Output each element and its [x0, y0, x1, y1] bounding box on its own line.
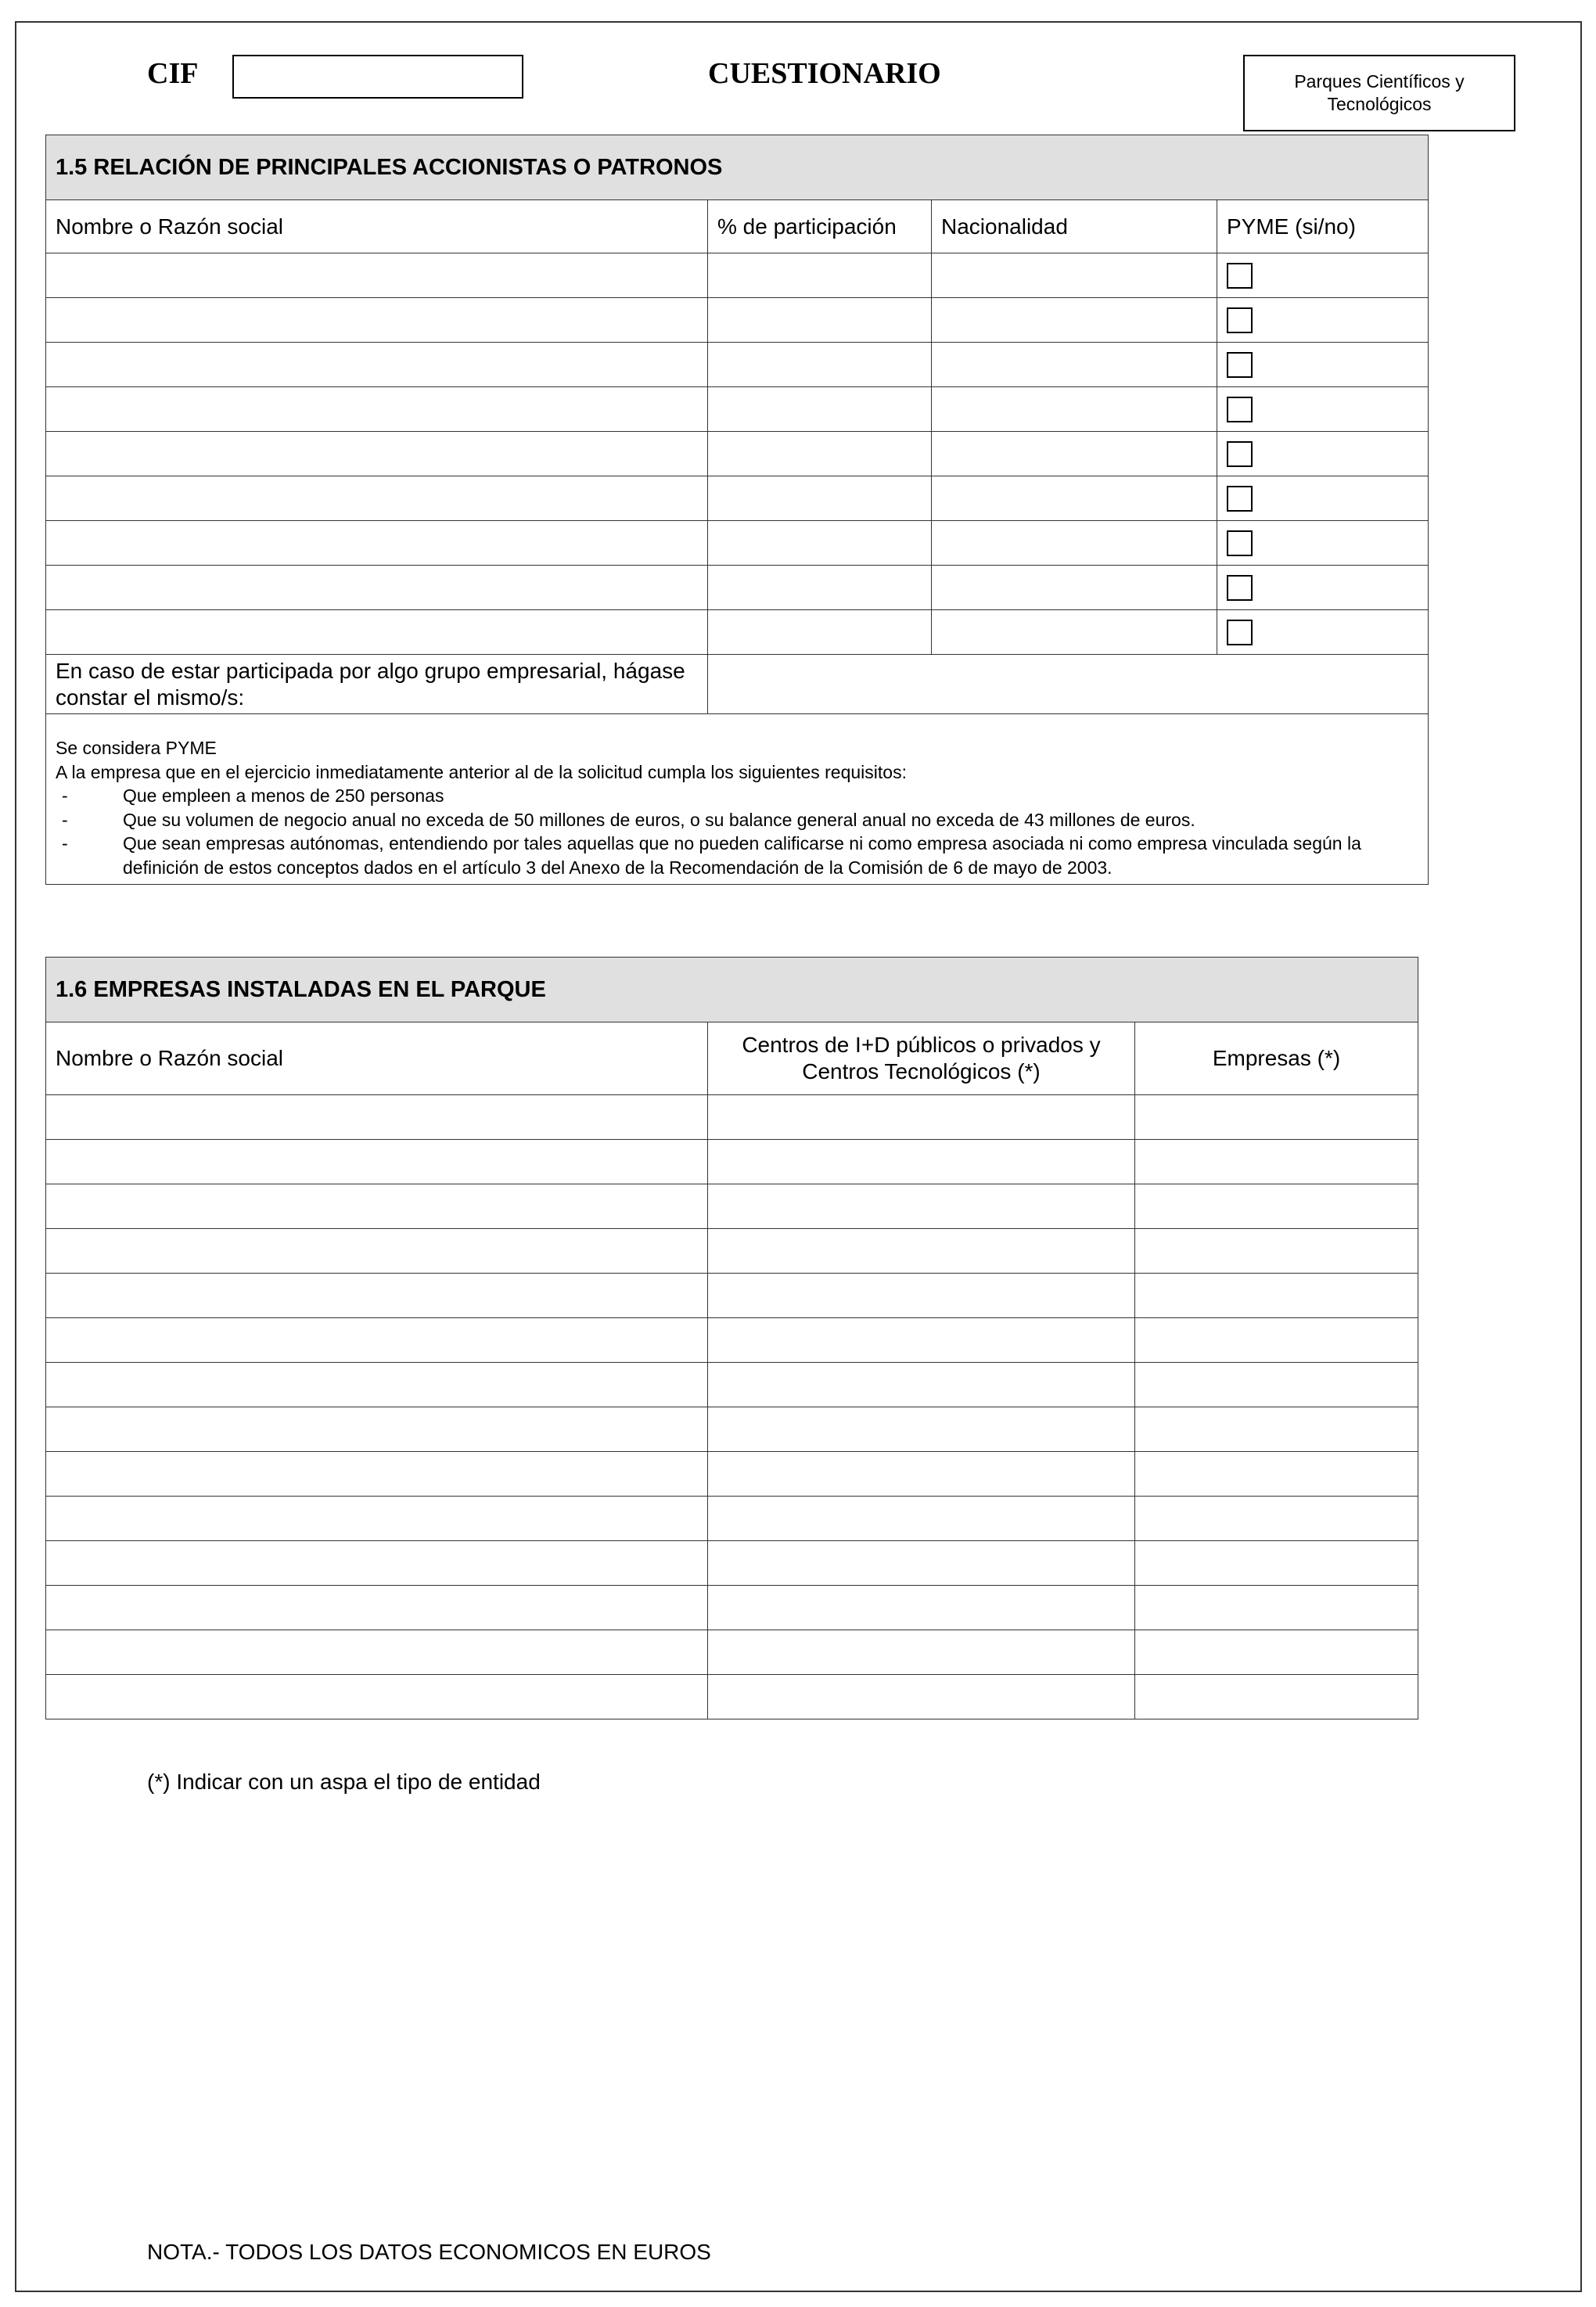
column-header-name: Nombre o Razón social [46, 1022, 708, 1095]
dash-bullet: - [62, 833, 68, 854]
name-cell[interactable] [46, 1274, 708, 1318]
company-row [46, 1586, 1418, 1630]
shareholder-row [46, 343, 1429, 387]
pyme-cell [1217, 253, 1429, 298]
company-cell[interactable] [1135, 1452, 1418, 1497]
note-item [56, 784, 1418, 808]
company-row [46, 1363, 1418, 1407]
company-row [46, 1318, 1418, 1363]
participation-cell[interactable] [708, 476, 932, 521]
pyme-cell [1217, 387, 1429, 432]
name-cell[interactable] [46, 298, 708, 343]
name-cell[interactable] [46, 1497, 708, 1541]
company-cell[interactable] [1135, 1274, 1418, 1318]
rd-center-cell[interactable] [708, 1452, 1135, 1497]
company-row [46, 1675, 1418, 1719]
note-item-text: Que empleen a menos de 250 personas [123, 785, 444, 807]
document-title: CUESTIONARIO [708, 57, 941, 90]
pyme-cell [1217, 566, 1429, 610]
nationality-cell[interactable] [932, 253, 1217, 298]
name-cell[interactable] [46, 610, 708, 655]
company-row [46, 1140, 1418, 1184]
footnote: (*) Indicar con un aspa el tipo de entidad [147, 1770, 541, 1794]
company-row [46, 1630, 1418, 1675]
name-cell[interactable] [46, 1318, 708, 1363]
nationality-cell[interactable] [932, 343, 1217, 387]
column-header-participation: % de participación [708, 200, 932, 253]
shareholder-row [46, 298, 1429, 343]
participation-cell[interactable] [708, 387, 932, 432]
cif-label: CIF [147, 57, 199, 90]
company-cell[interactable] [1135, 1675, 1418, 1719]
note-intro: A la empresa que en el ejercicio inmediatamente anterior al de la solicitud cumpla los siguientes requisitos: [56, 761, 907, 782]
pyme-cell [1217, 476, 1429, 521]
note-item [56, 832, 1418, 879]
participation-cell[interactable] [708, 253, 932, 298]
company-cell[interactable] [1135, 1407, 1418, 1452]
rd-center-cell[interactable] [708, 1229, 1135, 1274]
name-cell[interactable] [46, 566, 708, 610]
rd-center-cell[interactable] [708, 1675, 1135, 1719]
group-field[interactable] [708, 655, 1429, 714]
company-cell[interactable] [1135, 1630, 1418, 1675]
note-item-text: Que sean empresas autónomas, entendiendo por tales aquellas que no pueden calificarse ni como empresa asociada ni como empresa vinculada según la definición de estos conceptos dados en el artículo 3 del Anexo de la Recomendación de la Comisión de 6 de mayo de 2003. [123, 833, 1361, 878]
name-cell[interactable] [46, 387, 708, 432]
shareholder-row [46, 566, 1429, 610]
column-header-name: Nombre o Razón social [46, 200, 708, 253]
shareholders-table [45, 135, 1429, 885]
shareholder-row [46, 476, 1429, 521]
note-requirements [56, 784, 1418, 879]
company-cell[interactable] [1135, 1318, 1418, 1363]
rd-center-cell[interactable] [708, 1630, 1135, 1675]
column-header-companies: Empresas (*) [1135, 1022, 1418, 1095]
name-cell[interactable] [46, 253, 708, 298]
pyme-checkbox[interactable] [1227, 530, 1253, 556]
name-cell[interactable] [46, 1541, 708, 1586]
final-note: NOTA.- TODOS LOS DATOS ECONOMICOS EN EUROS [147, 2240, 711, 2264]
name-cell[interactable] [46, 343, 708, 387]
company-cell[interactable] [1135, 1586, 1418, 1630]
shareholder-row [46, 610, 1429, 655]
pyme-cell [1217, 432, 1429, 476]
note-item-text: Que su volumen de negocio anual no exceda de 50 millones de euros, o su balance general anual no exceda de 43 millones de euros. [123, 809, 1195, 830]
nationality-cell[interactable] [932, 521, 1217, 566]
name-cell[interactable] [46, 1630, 708, 1675]
name-cell[interactable] [46, 1095, 708, 1140]
participation-cell[interactable] [708, 521, 932, 566]
pyme-checkbox[interactable] [1227, 486, 1253, 512]
name-cell[interactable] [46, 1586, 708, 1630]
shareholder-row [46, 253, 1429, 298]
pyme-checkbox[interactable] [1227, 620, 1253, 645]
company-row [46, 1274, 1418, 1318]
note-title: Se considera PYME [56, 738, 217, 758]
rd-center-cell[interactable] [708, 1541, 1135, 1586]
name-cell[interactable] [46, 432, 708, 476]
group-label: En caso de estar participada por algo grupo empresarial, hágase constar el mismo/s: [46, 655, 708, 714]
nationality-cell[interactable] [932, 432, 1217, 476]
rd-center-cell[interactable] [708, 1184, 1135, 1229]
cif-field[interactable] [232, 55, 523, 99]
nationality-cell[interactable] [932, 476, 1217, 521]
name-cell[interactable] [46, 1184, 708, 1229]
nationality-cell[interactable] [932, 566, 1217, 610]
name-cell[interactable] [46, 1452, 708, 1497]
pyme-cell [1217, 298, 1429, 343]
pyme-checkbox[interactable] [1227, 575, 1253, 601]
shareholder-row [46, 387, 1429, 432]
nationality-cell[interactable] [932, 298, 1217, 343]
name-cell[interactable] [46, 476, 708, 521]
name-cell[interactable] [46, 1363, 708, 1407]
company-row [46, 1184, 1418, 1229]
name-cell[interactable] [46, 1675, 708, 1719]
pyme-cell [1217, 343, 1429, 387]
column-header-pyme: PYME (si/no) [1217, 200, 1429, 253]
dash-bullet: - [62, 785, 68, 807]
rd-center-cell[interactable] [708, 1095, 1135, 1140]
column-header-rd-centers: Centros de I+D públicos o privados y Centros Tecnológicos (*) [708, 1022, 1135, 1095]
company-cell[interactable] [1135, 1095, 1418, 1140]
installed-companies-table [45, 957, 1418, 1719]
shareholder-row [46, 521, 1429, 566]
dash-bullet: - [62, 809, 68, 830]
pyme-checkbox[interactable] [1227, 307, 1253, 333]
shareholder-row [46, 432, 1429, 476]
section-1-5-title: 1.5 RELACIÓN DE PRINCIPALES ACCIONISTAS O PATRONOS [46, 135, 1429, 200]
company-cell[interactable] [1135, 1363, 1418, 1407]
note-item [56, 808, 1418, 832]
company-row [46, 1095, 1418, 1140]
pyme-checkbox[interactable] [1227, 397, 1253, 422]
company-row [46, 1407, 1418, 1452]
participation-cell[interactable] [708, 343, 932, 387]
pyme-definition-note [46, 714, 1429, 885]
section-1-6-title: 1.6 EMPRESAS INSTALADAS EN EL PARQUE [46, 958, 1418, 1022]
company-cell[interactable] [1135, 1140, 1418, 1184]
company-cell[interactable] [1135, 1229, 1418, 1274]
participation-cell[interactable] [708, 432, 932, 476]
company-row [46, 1497, 1418, 1541]
rd-center-cell[interactable] [708, 1497, 1135, 1541]
company-cell[interactable] [1135, 1541, 1418, 1586]
pyme-checkbox[interactable] [1227, 263, 1253, 289]
pyme-checkbox[interactable] [1227, 441, 1253, 467]
participation-cell[interactable] [708, 298, 932, 343]
nationality-cell[interactable] [932, 387, 1217, 432]
participation-cell[interactable] [708, 566, 932, 610]
company-row [46, 1229, 1418, 1274]
name-cell[interactable] [46, 1229, 708, 1274]
rd-center-cell[interactable] [708, 1363, 1135, 1407]
pyme-cell [1217, 521, 1429, 566]
category-box: Parques Científicos y Tecnológicos [1243, 55, 1515, 131]
pyme-cell [1217, 610, 1429, 655]
name-cell[interactable] [46, 521, 708, 566]
column-header-nationality: Nacionalidad [932, 200, 1217, 253]
participation-cell[interactable] [708, 610, 932, 655]
rd-center-cell[interactable] [708, 1407, 1135, 1452]
pyme-checkbox[interactable] [1227, 352, 1253, 378]
name-cell[interactable] [46, 1140, 708, 1184]
rd-center-cell[interactable] [708, 1140, 1135, 1184]
company-cell[interactable] [1135, 1497, 1418, 1541]
rd-center-cell[interactable] [708, 1274, 1135, 1318]
rd-center-cell[interactable] [708, 1586, 1135, 1630]
nationality-cell[interactable] [932, 610, 1217, 655]
company-cell[interactable] [1135, 1184, 1418, 1229]
company-row [46, 1541, 1418, 1586]
name-cell[interactable] [46, 1407, 708, 1452]
company-row [46, 1452, 1418, 1497]
rd-center-cell[interactable] [708, 1318, 1135, 1363]
